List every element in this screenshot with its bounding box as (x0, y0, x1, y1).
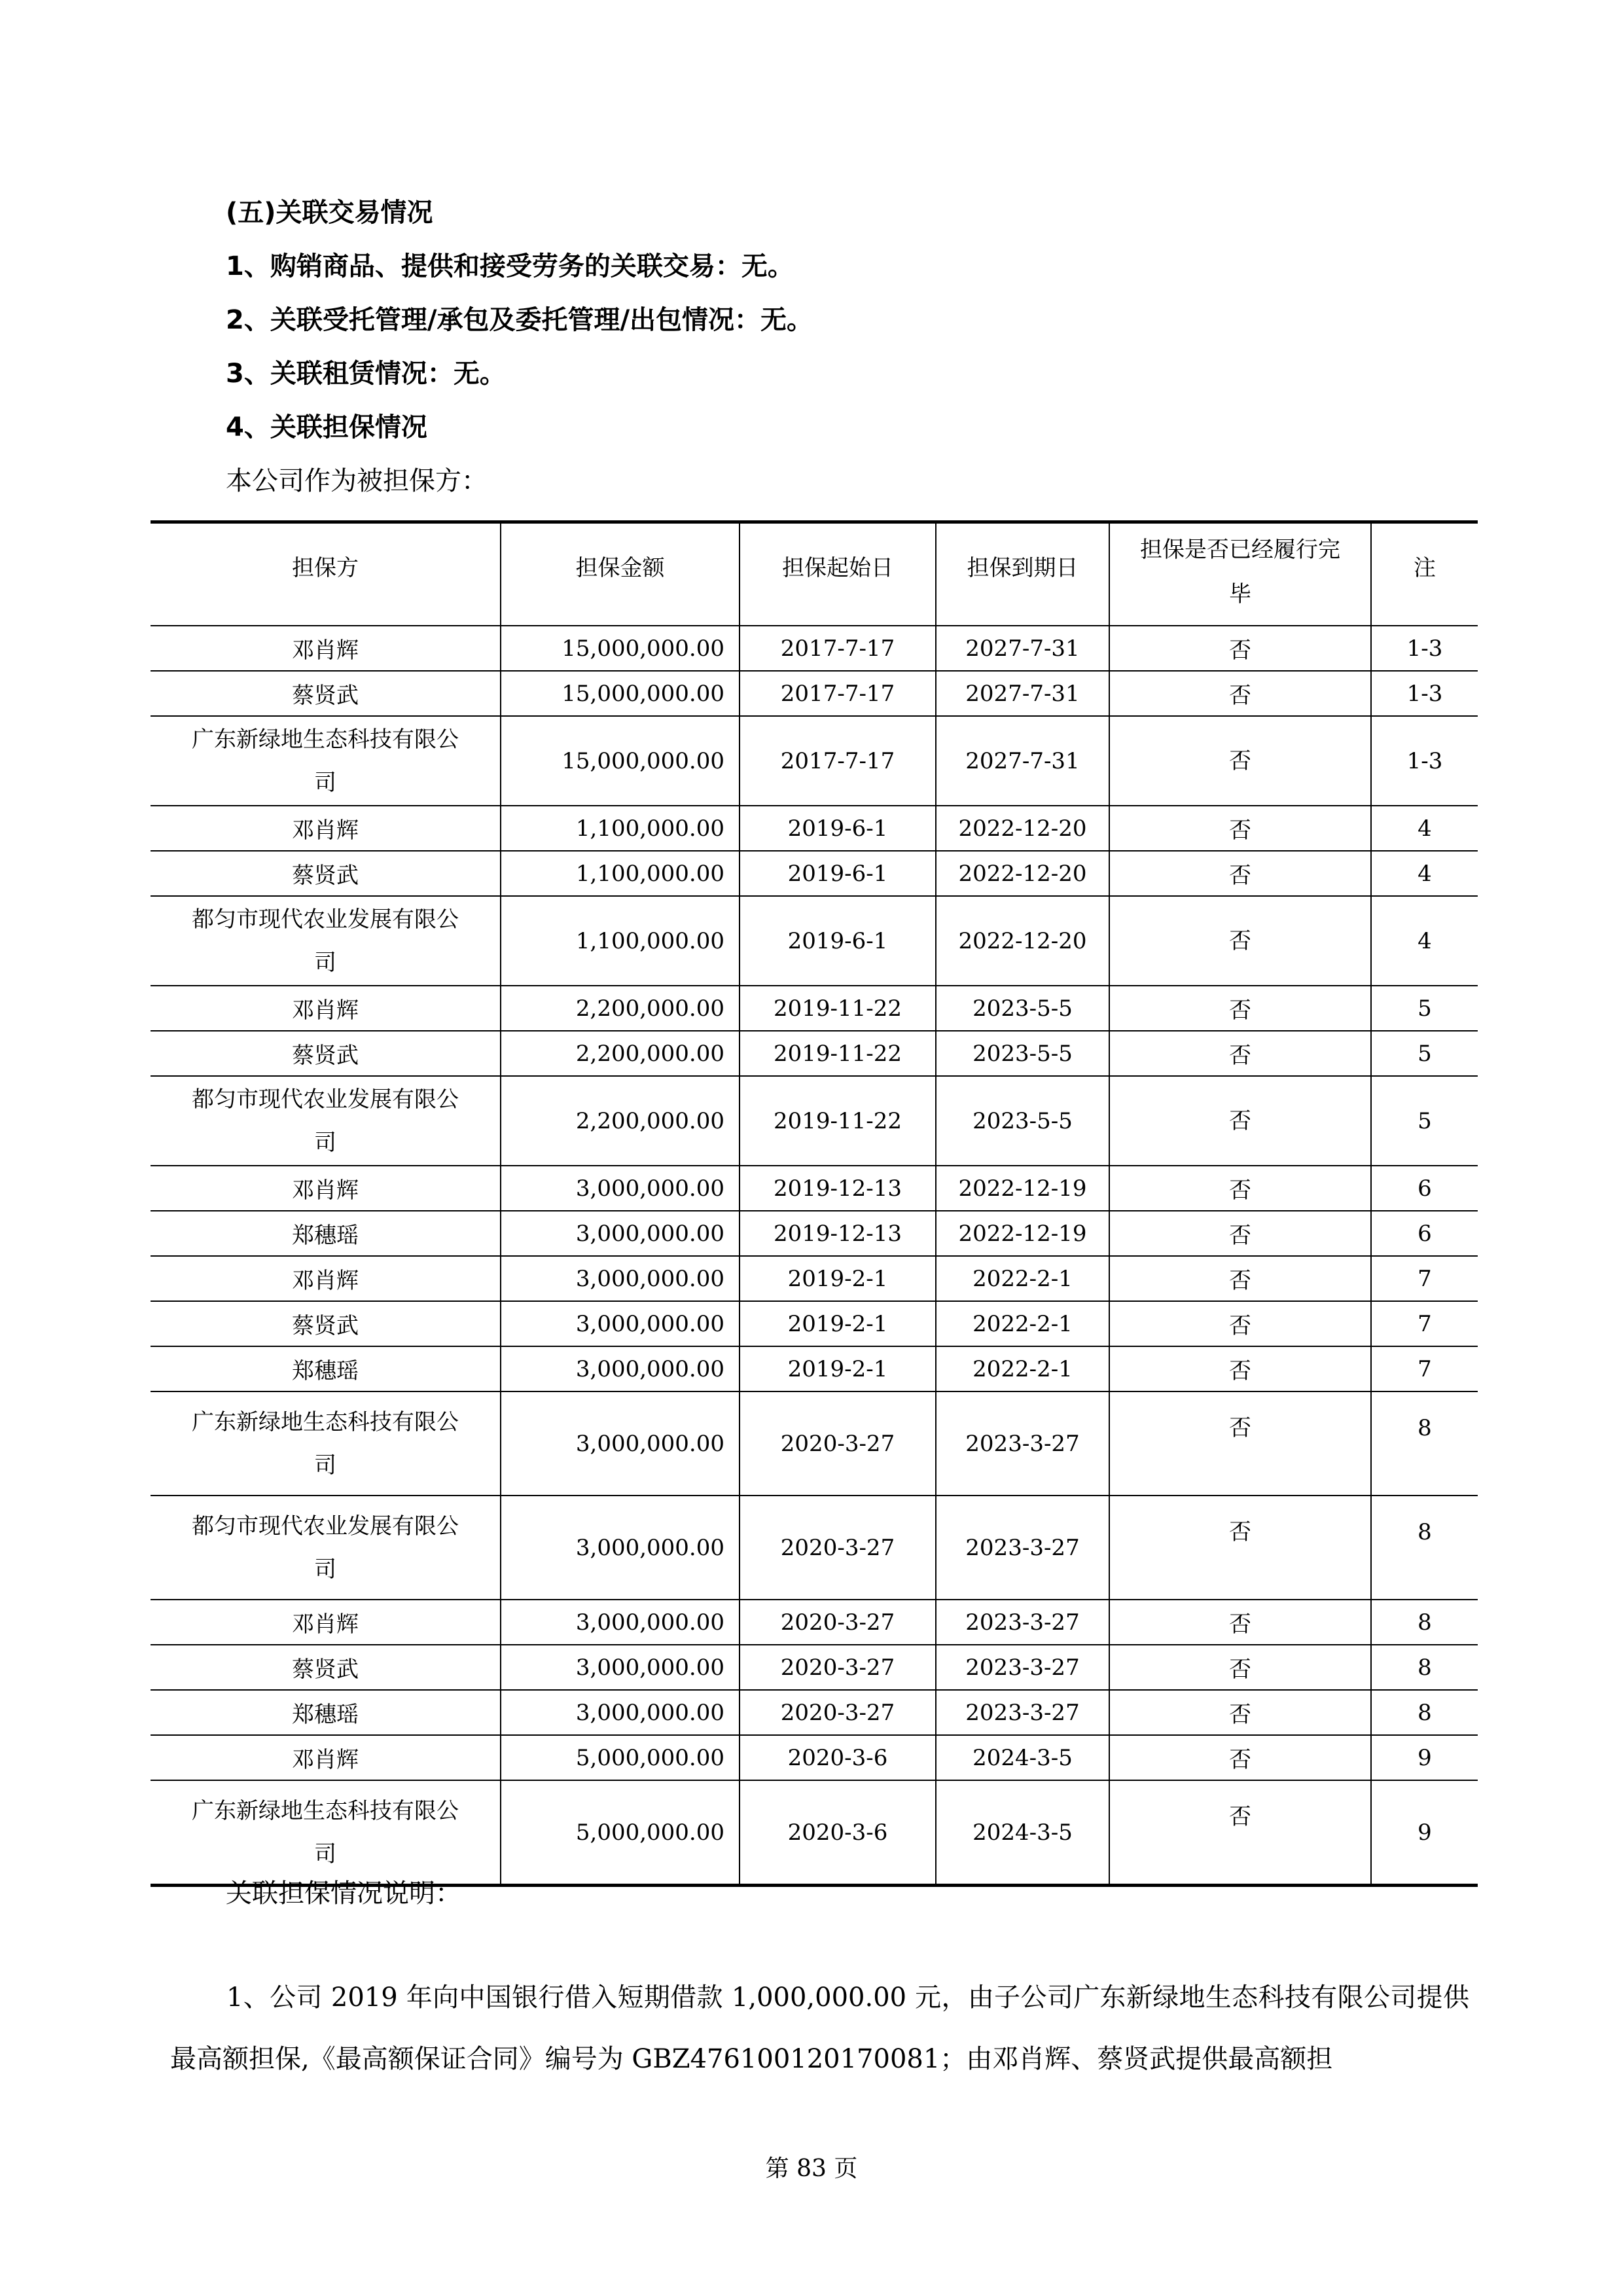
guarantor-cell: 邓肖辉 (151, 1166, 501, 1211)
end-date-cell: 2023-3-27 (936, 1645, 1109, 1690)
note-cell: 1-3 (1371, 716, 1478, 806)
start-date-cell: 2019-2-1 (740, 1256, 936, 1301)
note-cell: 9 (1371, 1735, 1478, 1780)
note-cell: 5 (1371, 986, 1478, 1031)
end-date-cell: 2022-12-20 (936, 896, 1109, 986)
amount-cell: 5,000,000.00 (501, 1780, 740, 1886)
guarantor-cell: 郑穗瑶 (151, 1690, 501, 1735)
table-row (151, 1600, 1478, 1645)
fulfilled-cell: 否 (1109, 1391, 1371, 1496)
fulfilled-cell: 否 (1109, 1496, 1371, 1600)
amount-cell: 1,100,000.00 (501, 896, 740, 986)
guarantor-cell: 邓肖辉 (151, 1256, 501, 1301)
item2-heading: 2、关联受托管理/承包及委托管理/出包情况：无。 (226, 305, 813, 335)
table-row (151, 716, 1478, 806)
table-row (151, 1211, 1478, 1256)
note-cell: 8 (1371, 1391, 1478, 1496)
end-date-cell: 2023-3-27 (936, 1496, 1109, 1600)
amount-cell: 3,000,000.00 (501, 1301, 740, 1346)
start-date-cell: 2019-12-13 (740, 1166, 936, 1211)
guarantor-cell: 邓肖辉 (151, 626, 501, 671)
start-date-cell: 2020-3-27 (740, 1600, 936, 1645)
table-row (151, 806, 1478, 851)
note-cell: 1-3 (1371, 671, 1478, 716)
fulfilled-cell: 否 (1109, 806, 1371, 851)
guarantor-cell: 都匀市现代农业发展有限公 司 (151, 1496, 501, 1600)
end-date-cell: 2022-2-1 (936, 1256, 1109, 1301)
amount-cell: 3,000,000.00 (501, 1391, 740, 1496)
amount-cell: 3,000,000.00 (501, 1166, 740, 1211)
fulfilled-cell: 否 (1109, 1301, 1371, 1346)
end-date-cell: 2027-7-31 (936, 626, 1109, 671)
start-date-cell: 2019-2-1 (740, 1346, 936, 1391)
end-date-cell: 2022-12-19 (936, 1211, 1109, 1256)
start-date-cell: 2017-7-17 (740, 716, 936, 806)
start-date-cell: 2019-2-1 (740, 1301, 936, 1346)
table-row (151, 626, 1478, 671)
header-guarantor: 担保方 (151, 522, 501, 626)
note-cell: 8 (1371, 1600, 1478, 1645)
end-date-cell: 2023-3-27 (936, 1690, 1109, 1735)
amount-cell: 3,000,000.00 (501, 1211, 740, 1256)
amount-cell: 1,100,000.00 (501, 806, 740, 851)
table-row (151, 1076, 1478, 1166)
amount-cell: 15,000,000.00 (501, 716, 740, 806)
start-date-cell: 2019-6-1 (740, 851, 936, 896)
end-date-cell: 2024-3-5 (936, 1780, 1109, 1886)
table-row (151, 1735, 1478, 1780)
start-date-cell: 2019-11-22 (740, 986, 936, 1031)
note-cell: 6 (1371, 1211, 1478, 1256)
amount-cell: 3,000,000.00 (501, 1600, 740, 1645)
note-cell: 8 (1371, 1690, 1478, 1735)
intro-text: 本公司作为被担保方： (226, 466, 488, 496)
amount-cell: 15,000,000.00 (501, 626, 740, 671)
amount-cell: 3,000,000.00 (501, 1496, 740, 1600)
end-date-cell: 2023-5-5 (936, 1076, 1109, 1166)
guarantor-cell: 都匀市现代农业发展有限公 司 (151, 896, 501, 986)
guarantor-cell: 邓肖辉 (151, 1735, 501, 1780)
start-date-cell: 2020-3-6 (740, 1780, 936, 1886)
note-cell: 5 (1371, 1031, 1478, 1076)
amount-cell: 3,000,000.00 (501, 1346, 740, 1391)
header-end-date: 担保到期日 (936, 522, 1109, 626)
end-date-cell: 2027-7-31 (936, 716, 1109, 806)
note-cell: 9 (1371, 1780, 1478, 1886)
start-date-cell: 2020-3-27 (740, 1690, 936, 1735)
end-date-cell: 2023-3-27 (936, 1600, 1109, 1645)
fulfilled-cell: 否 (1109, 896, 1371, 986)
fulfilled-cell: 否 (1109, 1211, 1371, 1256)
page-number: 第 83 页 (765, 2155, 858, 2182)
start-date-cell: 2017-7-17 (740, 626, 936, 671)
amount-cell: 2,200,000.00 (501, 1031, 740, 1076)
start-date-cell: 2019-6-1 (740, 806, 936, 851)
section-heading: (五)关联交易情况 (226, 198, 433, 228)
guarantor-cell: 广东新绿地生态科技有限公 司 (151, 1391, 501, 1496)
fulfilled-cell: 否 (1109, 1645, 1371, 1690)
amount-cell: 2,200,000.00 (501, 986, 740, 1031)
table-row (151, 1645, 1478, 1690)
table-row (151, 1496, 1478, 1600)
amount-cell: 3,000,000.00 (501, 1256, 740, 1301)
table-row (151, 1346, 1478, 1391)
end-date-cell: 2022-2-1 (936, 1346, 1109, 1391)
fulfilled-cell: 否 (1109, 1735, 1371, 1780)
end-date-cell: 2022-12-20 (936, 851, 1109, 896)
note-cell: 4 (1371, 896, 1478, 986)
table-row (151, 1031, 1478, 1076)
start-date-cell: 2019-11-22 (740, 1031, 936, 1076)
start-date-cell: 2020-3-6 (740, 1735, 936, 1780)
start-date-cell: 2019-6-1 (740, 896, 936, 986)
start-date-cell: 2017-7-17 (740, 671, 936, 716)
guarantor-cell: 广东新绿地生态科技有限公 司 (151, 716, 501, 806)
guarantee-table (151, 520, 1478, 1887)
item4-heading: 4、关联担保情况 (226, 412, 427, 442)
guarantor-cell: 邓肖辉 (151, 806, 501, 851)
fulfilled-cell: 否 (1109, 626, 1371, 671)
table-row (151, 851, 1478, 896)
note-cell: 7 (1371, 1301, 1478, 1346)
fulfilled-cell: 否 (1109, 1346, 1371, 1391)
guarantor-cell: 蔡贤武 (151, 1301, 501, 1346)
fulfilled-cell: 否 (1109, 716, 1371, 806)
start-date-cell: 2019-11-22 (740, 1076, 936, 1166)
note-cell: 8 (1371, 1496, 1478, 1600)
header-amount: 担保金额 (501, 522, 740, 626)
table-row (151, 1780, 1478, 1886)
guarantor-cell: 蔡贤武 (151, 671, 501, 716)
fulfilled-cell: 否 (1109, 1031, 1371, 1076)
note-paragraph-1: 1、公司 2019 年向中国银行借入短期借款 1,000,000.00 元，由子公司广东新绿地生态科技有限公司提供最高额担保,《最高额保证合同》编号为 GBZ476100120170081；由邓肖辉、蔡贤武提供最高额担 (170, 1982, 1469, 2074)
fulfilled-cell: 否 (1109, 851, 1371, 896)
end-date-cell: 2024-3-5 (936, 1735, 1109, 1780)
fulfilled-cell: 否 (1109, 1600, 1371, 1645)
end-date-cell: 2023-3-27 (936, 1391, 1109, 1496)
fulfilled-cell: 否 (1109, 671, 1371, 716)
table-row (151, 1166, 1478, 1211)
table-row (151, 986, 1478, 1031)
table-row (151, 1256, 1478, 1301)
table-header-row (151, 522, 1478, 626)
fulfilled-cell: 否 (1109, 1256, 1371, 1301)
guarantor-cell: 广东新绿地生态科技有限公 司 (151, 1780, 501, 1886)
header-fulfilled: 担保是否已经履行完 毕 (1109, 522, 1371, 626)
note-cell: 7 (1371, 1346, 1478, 1391)
guarantor-cell: 蔡贤武 (151, 851, 501, 896)
start-date-cell: 2019-12-13 (740, 1211, 936, 1256)
start-date-cell: 2020-3-27 (740, 1391, 936, 1496)
note-cell: 5 (1371, 1076, 1478, 1166)
table-row (151, 671, 1478, 716)
fulfilled-cell: 否 (1109, 1690, 1371, 1735)
item3-heading: 3、关联租赁情况：无。 (226, 359, 506, 389)
note-cell: 7 (1371, 1256, 1478, 1301)
note-cell: 1-3 (1371, 626, 1478, 671)
fulfilled-cell: 否 (1109, 1076, 1371, 1166)
table-row (151, 1690, 1478, 1735)
fulfilled-cell: 否 (1109, 1166, 1371, 1211)
amount-cell: 2,200,000.00 (501, 1076, 740, 1166)
guarantor-cell: 邓肖辉 (151, 1600, 501, 1645)
item1-heading: 1、购销商品、提供和接受劳务的关联交易：无。 (226, 251, 794, 281)
notes-title: 关联担保情况说明： (226, 1878, 461, 1909)
header-note: 注 (1371, 522, 1478, 626)
start-date-cell: 2020-3-27 (740, 1496, 936, 1600)
amount-cell: 3,000,000.00 (501, 1690, 740, 1735)
note-cell: 4 (1371, 806, 1478, 851)
amount-cell: 3,000,000.00 (501, 1645, 740, 1690)
guarantor-cell: 郑穗瑶 (151, 1346, 501, 1391)
amount-cell: 5,000,000.00 (501, 1735, 740, 1780)
header-start-date: 担保起始日 (740, 522, 936, 626)
note-cell: 8 (1371, 1645, 1478, 1690)
end-date-cell: 2023-5-5 (936, 986, 1109, 1031)
fulfilled-cell: 否 (1109, 1780, 1371, 1886)
fulfilled-cell: 否 (1109, 986, 1371, 1031)
end-date-cell: 2022-12-20 (936, 806, 1109, 851)
amount-cell: 15,000,000.00 (501, 671, 740, 716)
guarantor-cell: 郑穗瑶 (151, 1211, 501, 1256)
end-date-cell: 2023-5-5 (936, 1031, 1109, 1076)
end-date-cell: 2027-7-31 (936, 671, 1109, 716)
table-row (151, 896, 1478, 986)
table-row (151, 1391, 1478, 1496)
note-cell: 4 (1371, 851, 1478, 896)
start-date-cell: 2020-3-27 (740, 1645, 936, 1690)
guarantor-cell: 蔡贤武 (151, 1031, 501, 1076)
amount-cell: 1,100,000.00 (501, 851, 740, 896)
end-date-cell: 2022-12-19 (936, 1166, 1109, 1211)
guarantor-cell: 都匀市现代农业发展有限公 司 (151, 1076, 501, 1166)
end-date-cell: 2022-2-1 (936, 1301, 1109, 1346)
note-cell: 6 (1371, 1166, 1478, 1211)
guarantor-cell: 蔡贤武 (151, 1645, 501, 1690)
guarantor-cell: 邓肖辉 (151, 986, 501, 1031)
table-row (151, 1301, 1478, 1346)
